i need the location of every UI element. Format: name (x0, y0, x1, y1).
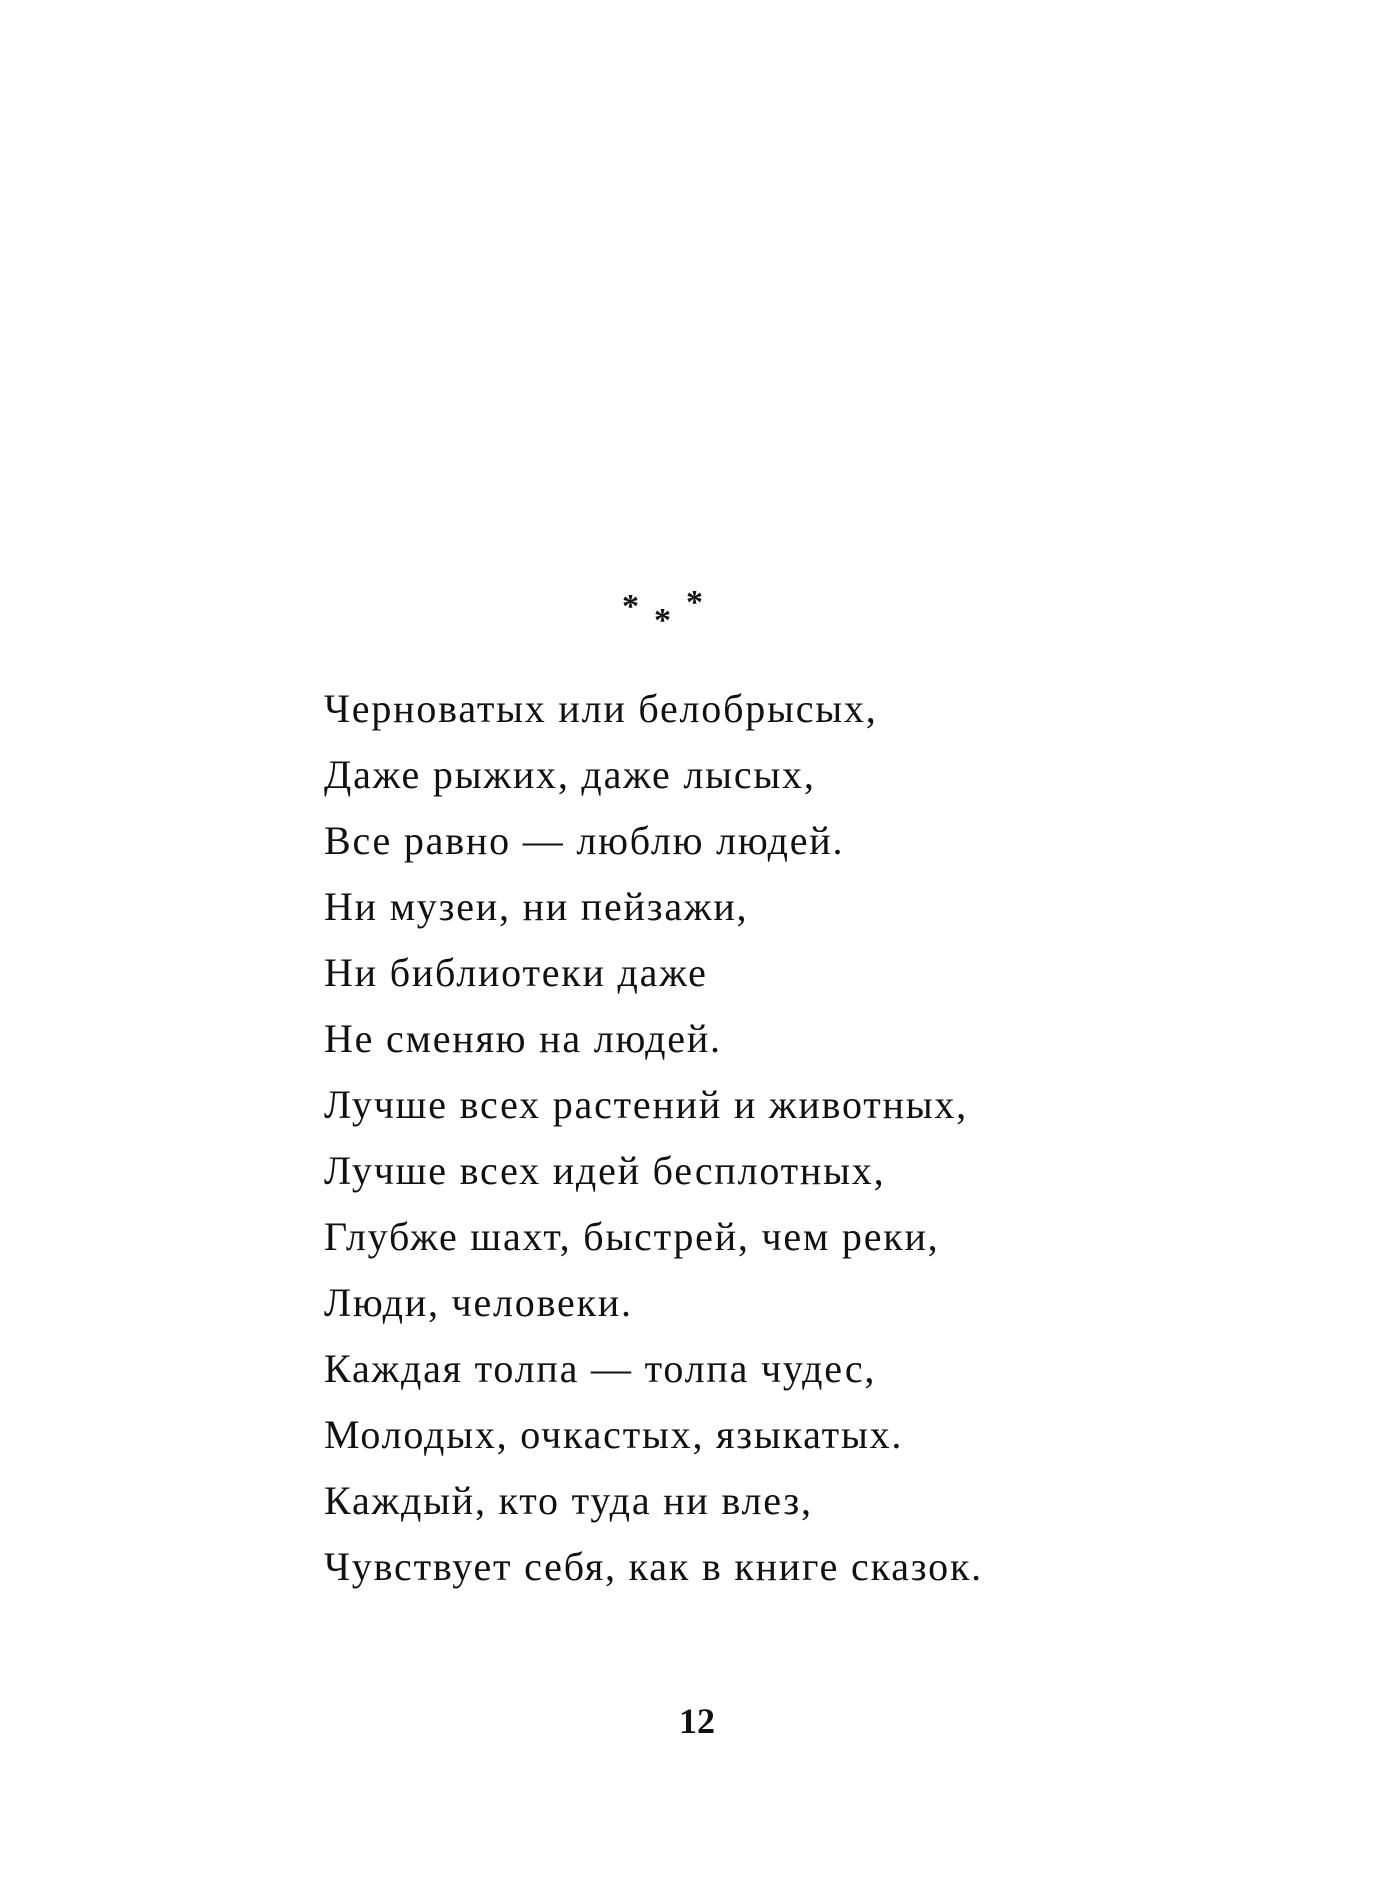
poem-text (324, 676, 983, 1600)
poem-line: Каждая толпа — толпа чудес, (324, 1346, 877, 1391)
poem-line: Молодых, очкастых, языкатых. (324, 1412, 904, 1457)
poem-line: Лучше всех растений и животных, (324, 1082, 968, 1127)
poem-line: Ни библиотеки даже (324, 950, 708, 995)
poem-line: Ни музеи, ни пейзажи, (324, 884, 749, 929)
asterisk-left: * (622, 588, 639, 625)
asterisk-middle: * (654, 602, 671, 639)
poem-line: Чувствует себя, как в книге сказок. (324, 1544, 983, 1589)
poem-line: Каждый, кто туда ни влез, (324, 1478, 813, 1523)
poem-line: Люди, человеки. (324, 1280, 633, 1325)
poem-line: Глубже шахт, быстрей, чем реки, (324, 1214, 940, 1259)
poem-line: Все равно — люблю людей. (324, 818, 845, 863)
poem-line: Даже рыжих, даже лысых, (324, 752, 816, 797)
asterisk-right: * (686, 584, 703, 621)
poem-line: Лучше всех идей бесплотных, (324, 1148, 886, 1193)
page-number: 12 (679, 1701, 715, 1741)
poem-line: Черноватых или белобрысых, (324, 686, 878, 731)
poem-line: Не сменяю на людей. (324, 1016, 722, 1061)
asterism-ornament (622, 584, 722, 639)
